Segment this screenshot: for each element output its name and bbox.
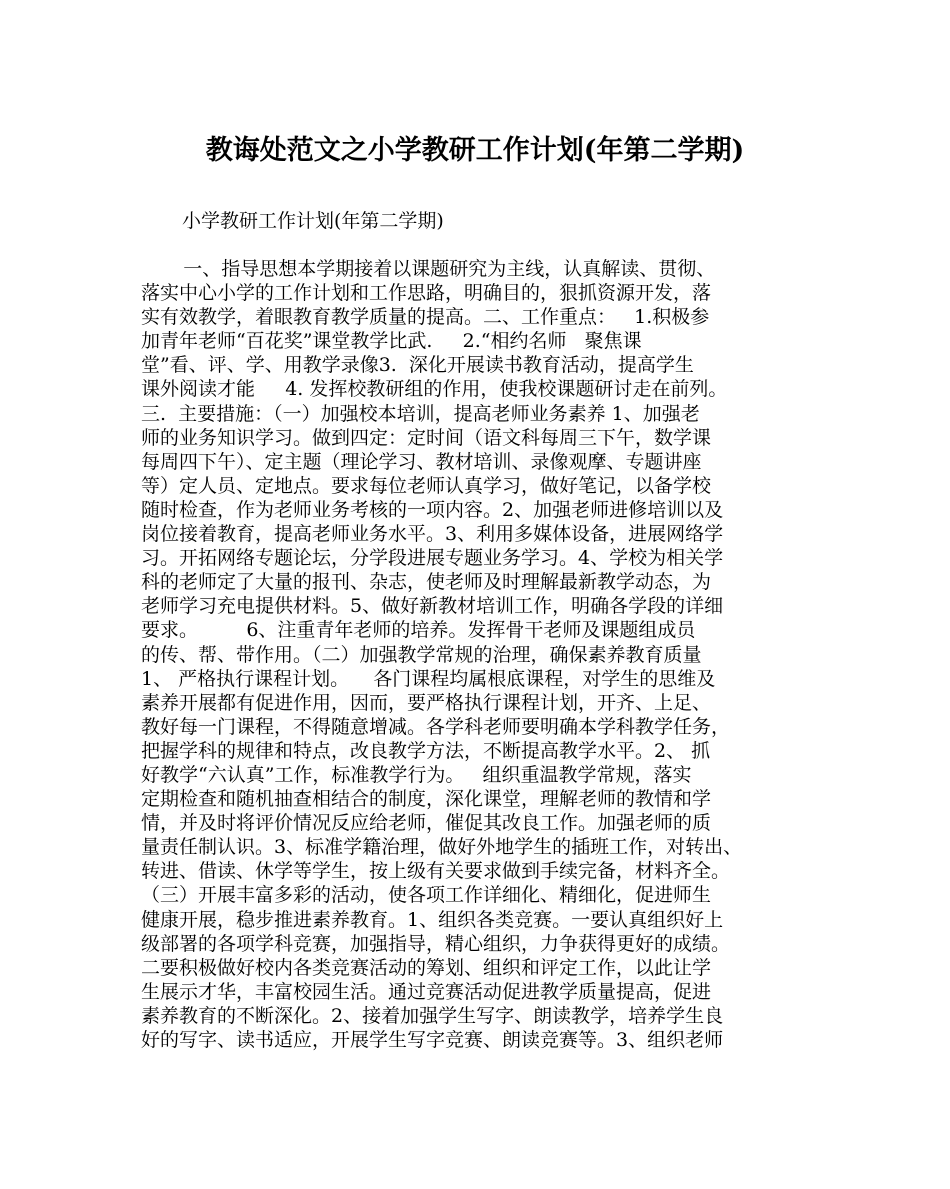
body-line: 每周四下午）、定主题（理论学习、教材培训、录像观摩、专题讲座 — [141, 450, 702, 473]
body-line: 素养开展都有促进作用，因而，要严格执行课程计划，开齐、上足、 — [141, 691, 712, 714]
body-line: 的传、帮、带作用。（二）加强教学常规的治理，确保素养教育质量 — [141, 643, 702, 666]
body-line: 级部署的各项学科竞赛，加强指导，精心组织，力争获得更好的成绩。 — [141, 932, 731, 955]
body-line: 师的业务知识学习。做到四定：定时间（语文科每周三下午，数学课 — [141, 426, 712, 449]
body-line: 素养教育的不断深化。2、接着加强学生写字、朗读教学，培养学生良 — [141, 1004, 724, 1027]
body-line: 等）定人员、定地点。要求每位老师认真学习，做好笔记，以备学校 — [141, 474, 712, 497]
body-line: 随时检查，作为老师业务考核的一项内容。2、加强老师进修培训以及 — [141, 498, 724, 521]
body-line: 教好每一门课程，不得随意增减。各学科老师要明确本学科教学任务， — [141, 715, 731, 738]
document-body — [141, 257, 742, 1052]
body-line: 量责任制认识。3、标准学籍治理，做好外地学生的插班工作，对转出、 — [141, 836, 743, 859]
body-line: 落实中心小学的工作计划和工作思路，明确目的，狠抓资源开发，落 — [141, 282, 712, 305]
body-line: 三. 主要措施：（一）加强校本培训，提高老师业务素养 1、加强老 — [141, 402, 700, 425]
body-line: 课外阅读才能 4. 发挥校教研组的作用，使我校课题研讨走在前列。 — [141, 378, 728, 401]
body-line: 科的老师定了大量的报刊、杂志，使老师及时理解最新教学动态，为 — [141, 571, 712, 594]
body-line: 岗位接着教育，提高老师业务水平。3、利用多媒体设备，进展网络学 — [141, 523, 724, 546]
body-line: 好教学“六认真”工作，标准教学行为。 组织重温教学常规，落实 — [141, 763, 692, 786]
body-line: 堂”看、评、学、用教学录像3. 深化开展读书教育活动，提高学生 — [141, 354, 694, 377]
body-line: 实有效教学，着眼教育教学质量的提高。二、工作重点： 1.积极参 — [141, 306, 710, 329]
body-line: 加青年老师“百花奖”课堂教学比武. 2.“相约名师 聚焦课 — [141, 330, 642, 353]
body-line: 习。开拓网络专题论坛，分学段进展专题业务学习。4、学校为相关学 — [141, 547, 724, 570]
body-line: 好的写字、读书适应，开展学生写字竞赛、朗读竞赛等。3、组织老师 — [141, 1029, 724, 1051]
body-line: 要求。 6、注重青年老师的培养。发挥骨干老师及课题组成员 — [141, 619, 696, 642]
body-line: 健康开展，稳步推进素养教育。1、组织各类竞赛。一要认真组织好上 — [141, 908, 724, 931]
body-line: 转进、借读、休学等学生，按上级有关要求做到手续完备，材料齐全。 — [141, 860, 731, 883]
document-subtitle: 小学教研工作计划(年第二学期) — [182, 210, 444, 232]
body-line: 情，并及时将评价情况反应给老师，催促其改良工作。加强老师的质 — [141, 812, 712, 835]
document-title: 教诲处范文之小学教研工作计划(年第二学期) — [205, 135, 745, 166]
body-line: 定期检查和随机抽查相结合的制度，深化课堂，理解老师的教情和学 — [141, 788, 712, 811]
body-line: 老师学习充电提供材料。5、做好新教材培训工作，明确各学段的详细 — [141, 595, 724, 618]
body-line: 把握学科的规律和特点，改良教学方法，不断提高教学水平。2、 抓 — [141, 739, 711, 762]
body-line: 一、指导思想本学期接着以课题研究为主线，认真解读、贯彻、 — [141, 258, 716, 280]
body-line: 二要积极做好校内各类竞赛活动的筹划、组织和评定工作，以此让学 — [141, 956, 712, 979]
body-line: 1、 严格执行课程计划。 各门课程均属根底课程，对学生的思维及 — [141, 667, 716, 690]
body-line: （三）开展丰富多彩的活动，使各项工作详细化、精细化，促进师生 — [141, 884, 712, 907]
body-line: 生展示才华，丰富校园生活。通过竞赛活动促进教学质量提高，促进 — [141, 980, 712, 1003]
